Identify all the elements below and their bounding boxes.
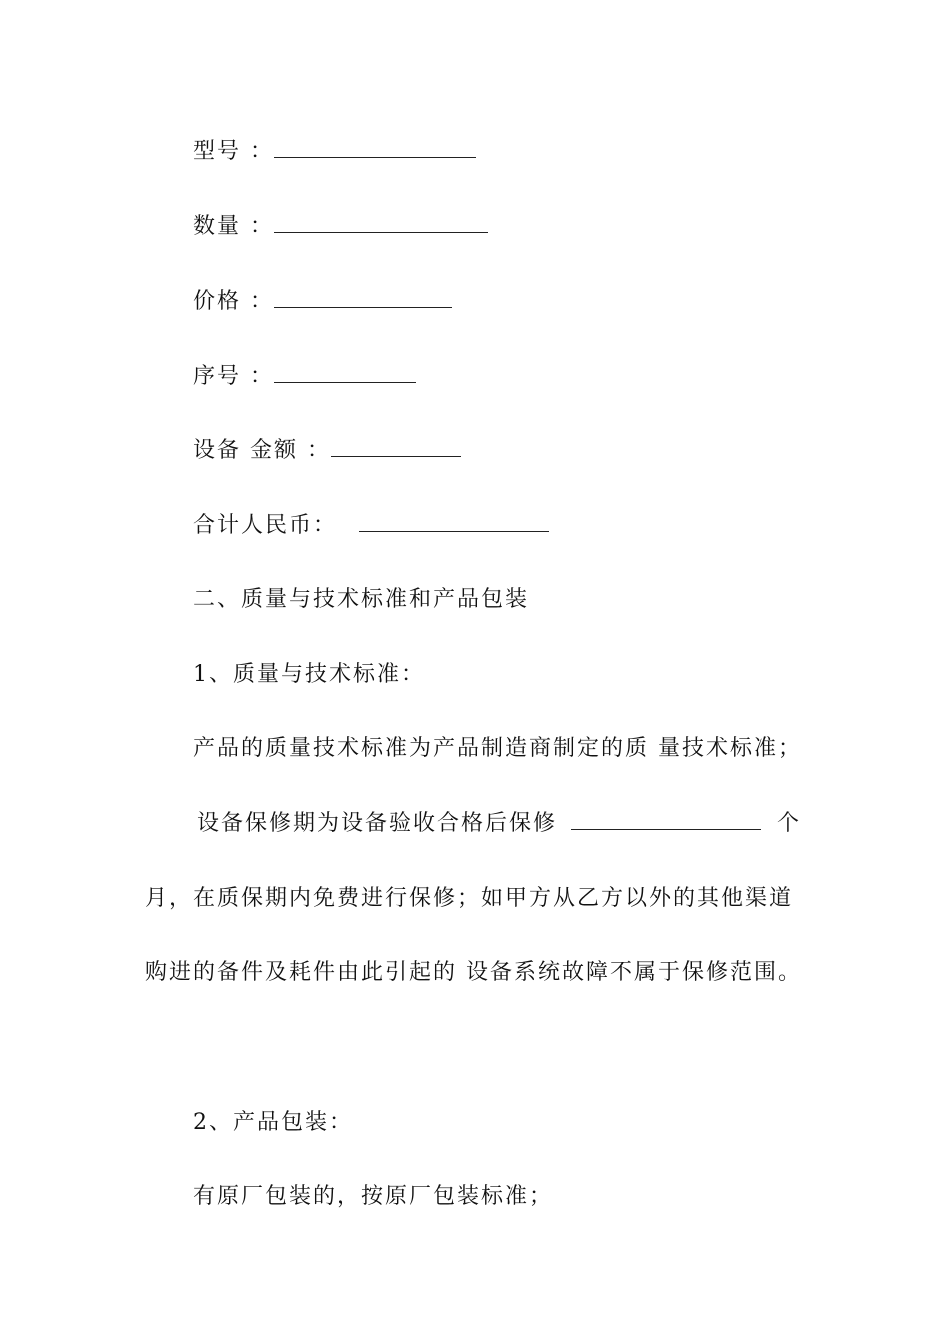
- serial-label: 序号 ：: [193, 364, 274, 389]
- warranty-line2: 月，在质保期内免费进行保修；如甲方从乙方以外的其他渠道: [145, 886, 794, 911]
- warranty-line1: [197, 809, 801, 839]
- model-field: [193, 137, 476, 167]
- sub1-para1: 产品的质量技术标准为产品制造商制定的质 量技术标准；: [193, 736, 802, 761]
- sub1-heading: 1、质量与技术标准：: [193, 662, 425, 687]
- price-blank: [274, 289, 452, 308]
- amount-label: 设备 金额 ：: [193, 438, 331, 463]
- total-blank: [359, 513, 549, 532]
- warranty-unit: 个: [777, 811, 802, 836]
- amount-field: [193, 436, 461, 466]
- serial-blank: [274, 364, 416, 383]
- quantity-field: [193, 212, 488, 242]
- quantity-blank: [274, 214, 488, 233]
- model-blank: [274, 139, 476, 158]
- section2-heading: 二、质量与技术标准和产品包装: [193, 587, 530, 612]
- price-field: [193, 287, 452, 317]
- sub2-heading: 2、产品包装：: [193, 1110, 353, 1135]
- model-label: 型号 ：: [193, 139, 274, 164]
- sub2-para1: 有原厂包装的，按原厂包装标准；: [193, 1184, 554, 1209]
- quantity-label: 数量 ：: [193, 214, 274, 239]
- warranty-months-blank: [571, 811, 761, 830]
- warranty-text-start: 设备保修期为设备验收合格后保修: [197, 811, 558, 836]
- total-field: [193, 511, 549, 541]
- price-label: 价格 ：: [193, 289, 274, 314]
- serial-field: [193, 362, 416, 392]
- amount-blank: [331, 438, 461, 457]
- total-label: 合计人民币：: [193, 513, 338, 538]
- warranty-line3: 购进的备件及耗件由此引起的 设备系统故障不属于保修范围。: [145, 960, 802, 985]
